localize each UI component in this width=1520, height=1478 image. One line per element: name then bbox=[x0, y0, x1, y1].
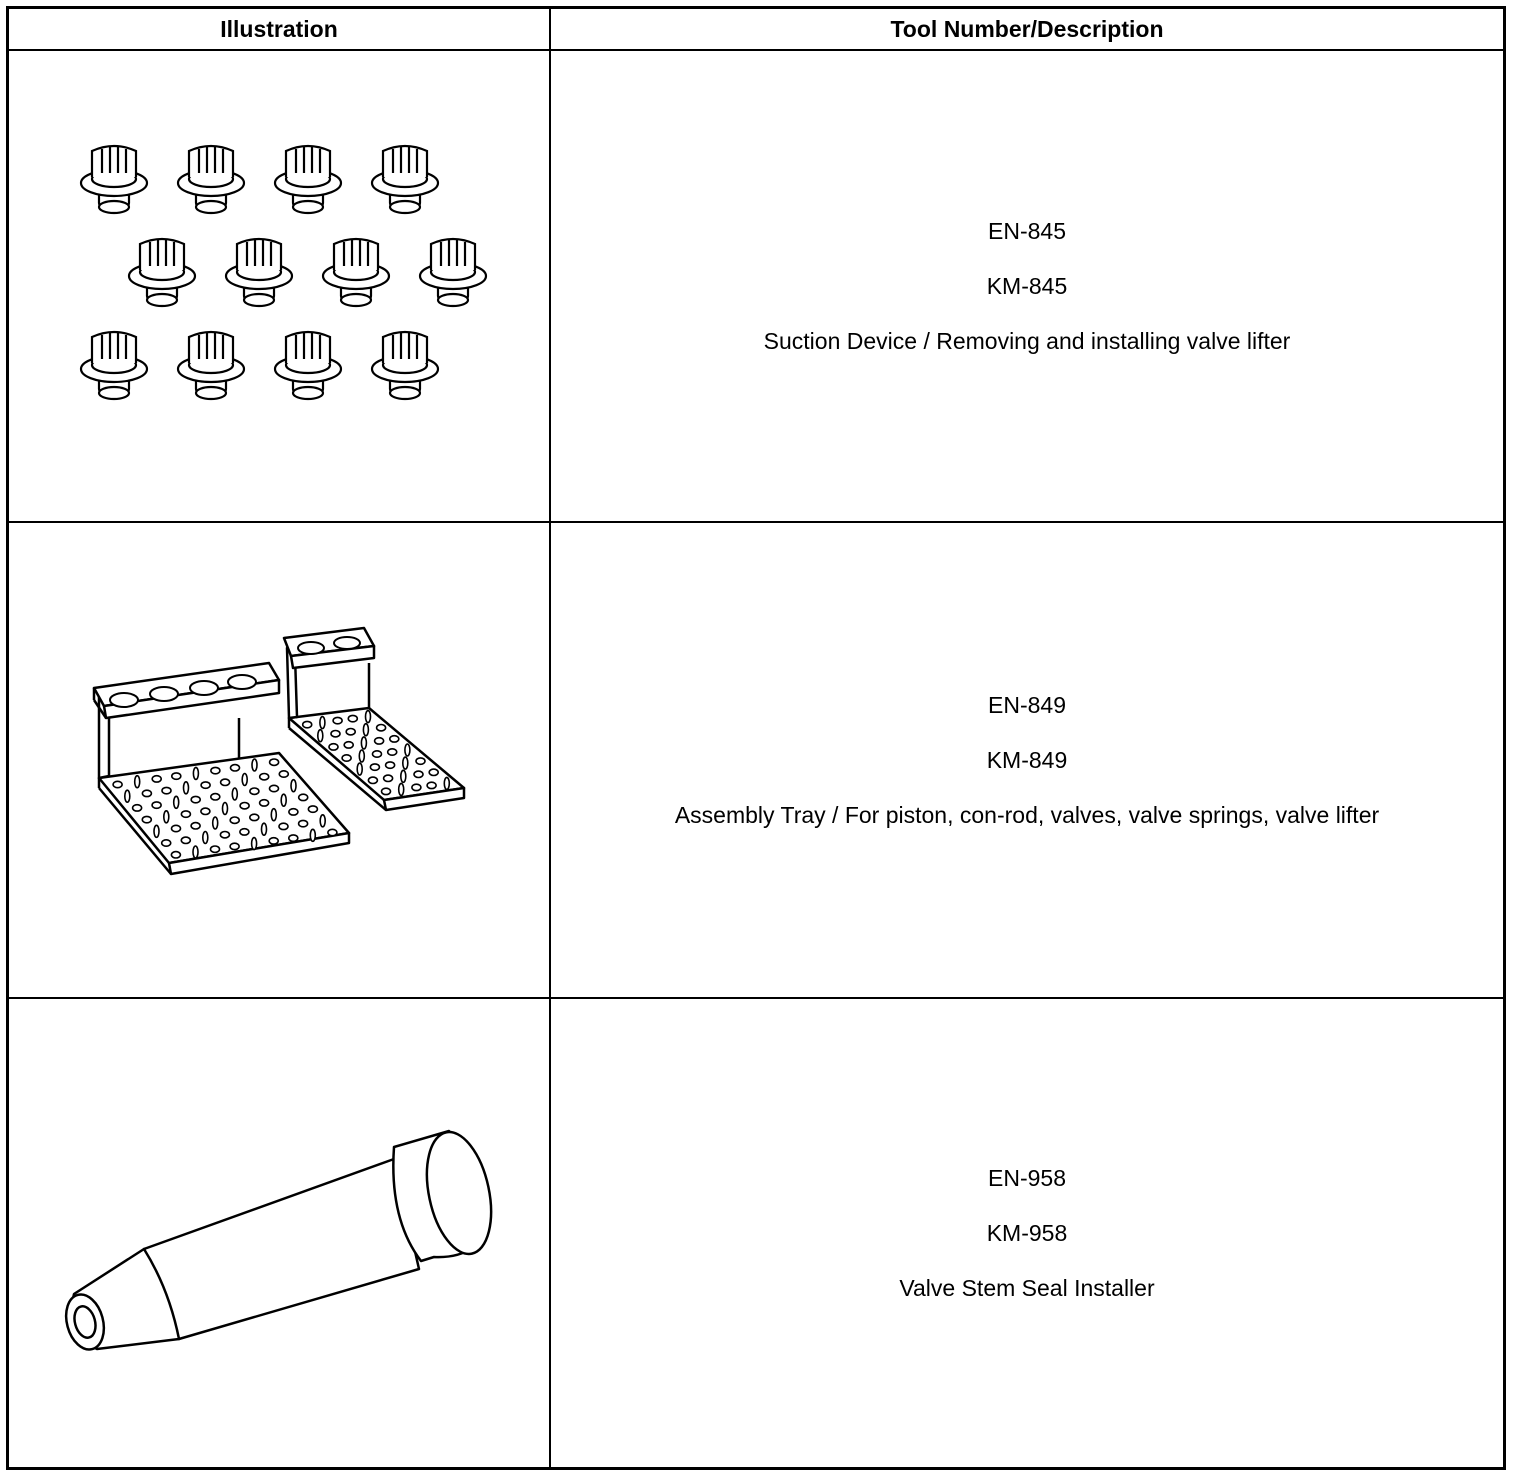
illustration-cell bbox=[9, 523, 549, 997]
km-tool-number: KM-849 bbox=[986, 746, 1068, 773]
valve-stem-seal-installer-icon bbox=[49, 1109, 509, 1369]
assembly-tray-icon bbox=[79, 618, 479, 898]
special-tools-table bbox=[6, 6, 1506, 1470]
km-tool-number: KM-845 bbox=[986, 272, 1068, 299]
tool-description: Assembly Tray / For piston, con-rod, valves, valve springs, valve lifter bbox=[674, 801, 1380, 828]
illustration-cell bbox=[9, 999, 549, 1467]
en-tool-number: EN-849 bbox=[988, 691, 1066, 718]
tool-description-cell bbox=[551, 523, 1503, 997]
illustration-cell bbox=[9, 51, 549, 521]
table-header bbox=[9, 9, 1503, 51]
tool-description-cell bbox=[551, 999, 1503, 1467]
table-row bbox=[9, 999, 1503, 1467]
column-header-tool: Tool Number/Description bbox=[890, 16, 1164, 42]
table-row bbox=[9, 523, 1503, 999]
en-tool-number: EN-845 bbox=[988, 217, 1066, 244]
tool-description-cell bbox=[551, 51, 1503, 521]
tool-description: Suction Device / Removing and installing valve lifter bbox=[763, 327, 1291, 354]
column-header-illustration: Illustration bbox=[220, 16, 338, 42]
suction-device-icon bbox=[69, 141, 489, 441]
column-divider bbox=[549, 9, 551, 1467]
km-tool-number: KM-958 bbox=[986, 1219, 1068, 1246]
tool-description: Valve Stem Seal Installer bbox=[899, 1274, 1155, 1301]
en-tool-number: EN-958 bbox=[988, 1164, 1066, 1191]
table-row bbox=[9, 51, 1503, 523]
